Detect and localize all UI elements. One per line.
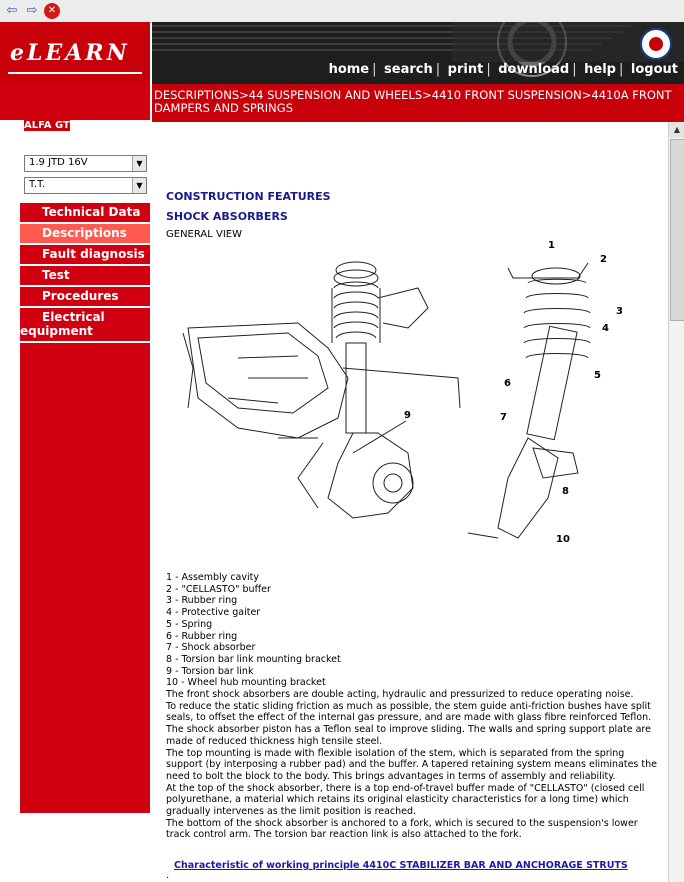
- left-stripe: [0, 84, 21, 882]
- figure-label: 6: [504, 378, 511, 389]
- legend-item: 10 - Wheel hub mounting bracket: [166, 677, 326, 689]
- breadcrumb: DESCRIPTIONS>44 SUSPENSION AND WHEELS>4410 FRONT SUSPENSION>4410A FRONT DAMPERS AND SPRINGS: [154, 88, 672, 115]
- nav-logout-link[interactable]: logout: [630, 62, 678, 77]
- nav-print-link[interactable]: print: [447, 62, 484, 77]
- legend-item: 4 - Protective gaiter: [166, 607, 261, 619]
- left-stripe-top: [0, 84, 20, 120]
- section-heading: CONSTRUCTION FEATURES: [166, 190, 331, 203]
- description-text: [166, 689, 662, 841]
- legend-item: 3 - Rubber ring: [166, 595, 238, 607]
- related-topic-link[interactable]: Characteristic of working principle 4410C STABILIZER BAR AND ANCHORAGE STRUTS: [174, 860, 628, 871]
- sidebar-item-technical-data[interactable]: Technical Data: [20, 203, 150, 224]
- alfa-romeo-badge-icon: [640, 28, 672, 60]
- chevron-down-icon[interactable]: ▼: [132, 178, 146, 193]
- top-navigation: home | search | print | download | help | logout: [328, 62, 678, 77]
- paragraph: At the top of the shock absorber, there is a top end-of-travel buffer made of "CELLASTO" (closed cell polyurethane, a material which retains its original elasticity characteristics for a long time) which gradually intervenes as the limit position is reached.: [166, 782, 645, 818]
- sidebar-menu-fill: [20, 343, 150, 813]
- forward-arrow-icon[interactable]: ⇨: [26, 3, 38, 18]
- paragraph: The front shock absorbers are double acting, hydraulic and pressurized to reduce operating noise.: [166, 689, 634, 700]
- breadcrumb-bar: [152, 84, 684, 122]
- figure-label: 7: [500, 412, 507, 423]
- nav-help-link[interactable]: help: [584, 62, 616, 77]
- figure-label: 4: [602, 323, 609, 334]
- engine-select-value: 1.9 JTD 16V: [29, 157, 88, 168]
- suspension-diagram: [178, 238, 624, 558]
- legend-item: 6 - Rubber ring: [166, 630, 238, 642]
- scrollbar[interactable]: [668, 122, 684, 882]
- sidebar-header: [20, 84, 150, 120]
- legend-item: 9 - Torsion bar link: [166, 665, 254, 677]
- legend-item: 1 - Assembly cavity: [166, 572, 259, 583]
- paragraph: The top mounting is made with flexible isolation of the stem, which is separated from the spring support (by interposing a rubber pad) and the buffer. A tapered retaining system means eliminates the need to bolt the block to the body. This brings advantages in terms of assembly and reliability.: [166, 747, 657, 782]
- browser-toolbar: [0, 0, 684, 23]
- paragraph: The bottom of the shock absorber is anchored to a fork, which is secured to the suspension's lower track control arm. The torsion bar reaction link is also attached to the fork.: [166, 817, 638, 841]
- trailing-dot: .: [166, 870, 170, 881]
- figure-label: 9: [404, 410, 411, 421]
- scroll-up-icon[interactable]: ▲: [669, 122, 684, 138]
- scrollbar-thumb[interactable]: [670, 139, 684, 321]
- back-arrow-icon[interactable]: ⇦: [6, 3, 18, 18]
- sidebar-item-descriptions[interactable]: Descriptions: [20, 224, 150, 245]
- figure-label: 2: [600, 254, 607, 265]
- subsection-heading: SHOCK ABSORBERS: [166, 210, 288, 223]
- figure-label: 1: [548, 240, 555, 251]
- sidebar-item-procedures[interactable]: Procedures: [20, 287, 150, 308]
- model-name: ALFA GT: [24, 120, 70, 131]
- figure-label: 8: [562, 486, 569, 497]
- legend-item: 7 - Shock absorber: [166, 642, 256, 654]
- nav-search-link[interactable]: search: [384, 62, 433, 77]
- sidebar-item-fault-diagnosis[interactable]: Fault diagnosis: [20, 245, 150, 266]
- legend-item: 8 - Torsion bar link mounting bracket: [166, 653, 341, 665]
- nav-home-link[interactable]: home: [328, 62, 370, 77]
- elearn-logo: eLEARN: [10, 40, 130, 66]
- engine-select[interactable]: [24, 155, 147, 172]
- sidebar-menu: [20, 203, 150, 813]
- figure-label: 5: [594, 370, 601, 381]
- logo-area: [0, 22, 150, 84]
- legend-list: [166, 572, 341, 689]
- nav-download-link[interactable]: download: [498, 62, 570, 77]
- view-label: GENERAL VIEW: [166, 229, 242, 240]
- legend-item: 2 - "CELLASTO" buffer: [166, 583, 271, 595]
- sidebar-item-electrical-equipment[interactable]: Electrical equipment: [20, 308, 150, 343]
- paragraph: To reduce the static sliding friction as much as possible, the stem guide anti-friction bushes have split seals, to offset the effect of the internal gas pressure, and are made with glass fibre reinforced Teflon. The shock absorber piston has a Teflon seal to improve sliding. The walls and spring support plate are made of reduced thickness high tensile steel.: [166, 700, 652, 747]
- sidebar-item-test[interactable]: Test: [20, 266, 150, 287]
- legend-item: 5 - Spring: [166, 618, 213, 630]
- logo-underline: [8, 72, 142, 74]
- figure-label: 10: [556, 534, 570, 545]
- header-banner: [152, 22, 684, 84]
- gearbox-select[interactable]: [24, 177, 147, 194]
- chevron-down-icon[interactable]: ▼: [132, 156, 146, 171]
- figure-label: 3: [616, 306, 623, 317]
- gearbox-select-value: T.T.: [29, 179, 46, 190]
- stop-icon[interactable]: ✕: [44, 3, 60, 19]
